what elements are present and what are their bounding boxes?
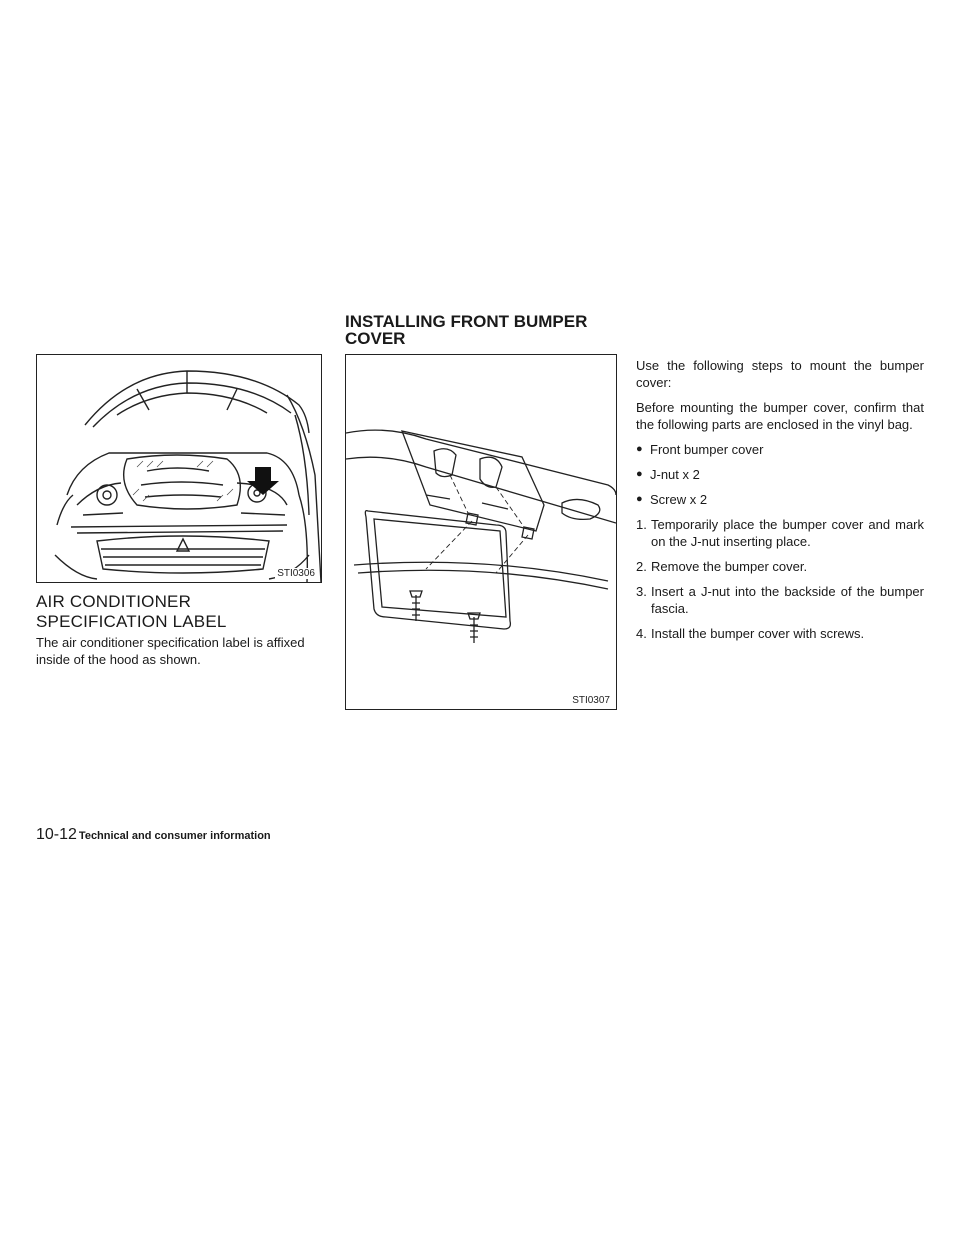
bumper-intro: Use the following steps to mount the bumper cover: (636, 358, 924, 390)
chapter-title: Technical and consumer information (78, 830, 271, 842)
step-text: Install the bumper cover with screws. (651, 626, 865, 641)
bumper-instructions (636, 357, 924, 650)
ac-section-heading (36, 592, 326, 632)
bumper-illustration (345, 354, 617, 710)
step-text: Temporarily place the bumper cover and mark on the J-nut inserting place. (651, 517, 924, 549)
step-item (636, 625, 924, 642)
step-text: Insert a J-nut into the backside of the bumper fascia. (651, 584, 924, 616)
bumper-section-heading (345, 313, 625, 347)
hood-illustration (36, 354, 322, 583)
bumper-confirm: Before mounting the bumper cover, confirm that the following parts are enclosed in the vinyl bag. (636, 400, 924, 432)
page-footer (36, 826, 271, 844)
figure-code: STI0306 (277, 568, 315, 579)
part-label: J-nut x 2 (650, 467, 700, 482)
parts-list-item (636, 491, 924, 508)
parts-list-item (636, 466, 924, 483)
engine-bay-drawing (37, 355, 321, 582)
bullet-icon: ● (636, 468, 643, 480)
ac-heading-line-1: AIR CONDITIONER (36, 592, 192, 611)
step-item (636, 583, 924, 617)
step-text: Remove the bumper cover. (651, 559, 808, 574)
figure-code: STI0307 (572, 695, 610, 706)
step-number: 2. (636, 559, 647, 574)
part-label: Front bumper cover (650, 442, 764, 457)
step-number: 4. (636, 626, 647, 641)
arrow-down-icon (247, 467, 279, 495)
part-label: Screw x 2 (650, 492, 708, 507)
bumper-heading-line-1: INSTALLING FRONT BUMPER (345, 312, 588, 331)
bumper-heading-line-2: COVER (345, 329, 406, 348)
step-item (636, 516, 924, 550)
bullet-icon: ● (636, 493, 643, 505)
step-number: 3. (636, 584, 647, 599)
parts-list-item (636, 441, 924, 458)
bumper-parts-drawing (346, 355, 616, 709)
step-number: 1. (636, 517, 647, 532)
page-number: 10-12 (36, 826, 77, 843)
step-item (636, 558, 924, 575)
ac-heading-line-2: SPECIFICATION LABEL (36, 612, 227, 631)
ac-body-text: The air conditioner specification label is affixed inside of the hood as shown. (36, 635, 305, 667)
bullet-icon: ● (636, 443, 643, 455)
